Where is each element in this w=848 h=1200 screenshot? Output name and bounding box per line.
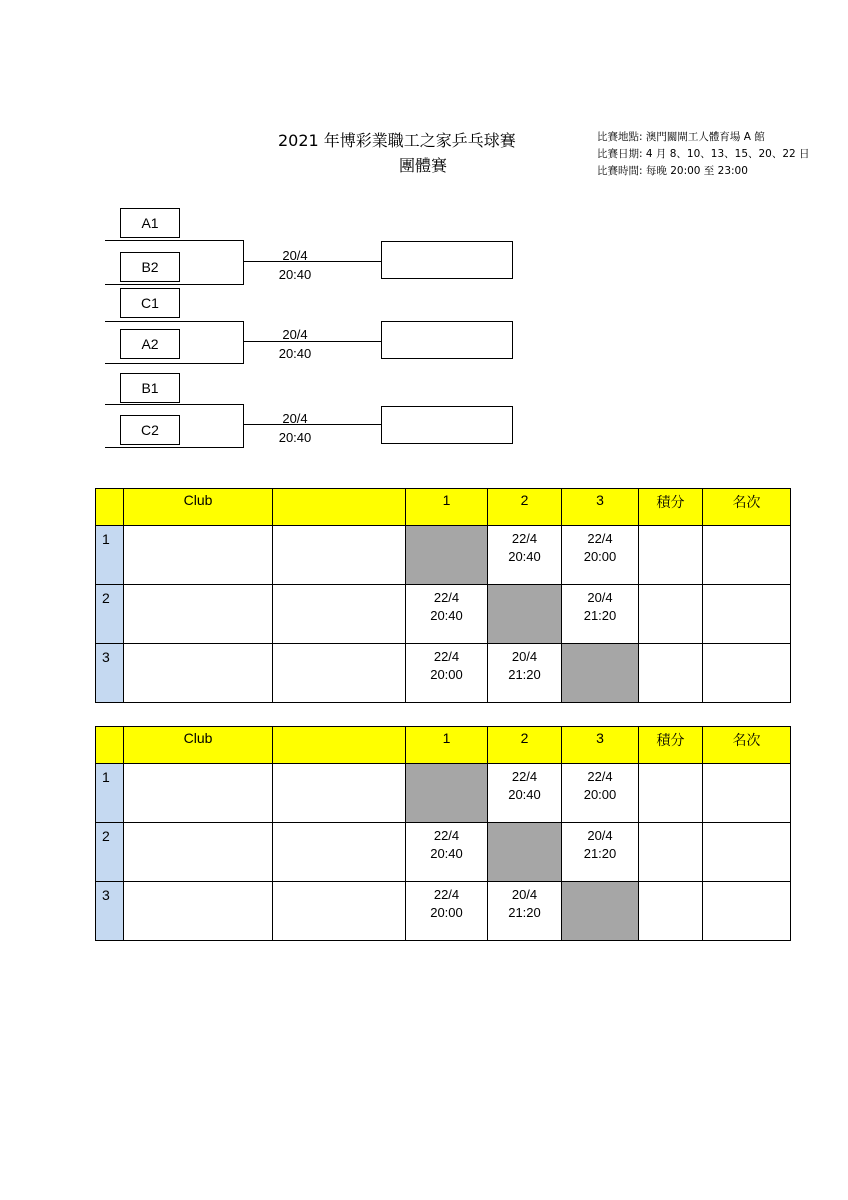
team-box: B1: [120, 373, 180, 403]
bracket-line: [105, 447, 243, 448]
match-date: 22/4: [433, 649, 460, 664]
header-points: 積分: [639, 727, 703, 764]
match-hour: 20:00: [583, 549, 617, 564]
header-col-1: 1: [406, 489, 488, 526]
time-info: 比賽時間: 每晚 20:00 至 23:00: [597, 165, 748, 177]
group-table: [95, 488, 791, 703]
page-title: 2021 年博彩業職工之家乒乓球賽: [278, 131, 516, 150]
rank-cell: [703, 644, 791, 703]
match-hour: 20:40: [430, 846, 463, 861]
bracket-line: [243, 321, 244, 364]
result-box: [381, 241, 513, 279]
rank-cell: [703, 823, 791, 882]
header-col-3: 3: [562, 489, 639, 526]
club-extra-cell: [273, 526, 406, 585]
header-rank: 名次: [703, 489, 791, 526]
header-blank: [273, 489, 406, 526]
club-extra-cell: [273, 644, 406, 703]
rank-cell: [703, 764, 791, 823]
match-cell: [562, 526, 639, 585]
match-date: 20/4: [587, 590, 613, 605]
header-col-2: 2: [488, 727, 562, 764]
team-box: A2: [120, 329, 180, 359]
match-hour: 20:40: [508, 787, 541, 802]
points-cell: [639, 526, 703, 585]
club-extra-cell: [273, 585, 406, 644]
dates-info: 比賽日期: 4 月 8、10、13、15、20、22 日: [597, 148, 810, 160]
page-subtitle: 團體賽: [398, 156, 447, 175]
header-club: Club: [124, 727, 273, 764]
match-date: 22/4: [433, 828, 460, 843]
row-number: 1: [96, 526, 124, 585]
match-hour: 21:20: [583, 846, 617, 861]
team-box: B2: [120, 252, 180, 282]
bracket-line: [243, 404, 244, 448]
match-cell: [562, 823, 639, 882]
header-col-2: 2: [488, 489, 562, 526]
table-row: [96, 823, 791, 882]
match-cell: [406, 585, 488, 644]
match-hour: 20:00: [430, 667, 463, 682]
match-date: 20/4: [587, 828, 613, 843]
match-hour: 21:20: [583, 608, 617, 623]
blocked-cell: [406, 526, 488, 585]
match-time: [265, 325, 325, 363]
bracket-line: [105, 363, 243, 364]
blocked-cell: [488, 585, 562, 644]
bracket-line: [105, 284, 243, 285]
row-number: 3: [96, 644, 124, 703]
club-extra-cell: [273, 823, 406, 882]
club-name-cell: [124, 644, 273, 703]
rank-cell: [703, 882, 791, 941]
match-hour: 20:00: [430, 905, 463, 920]
match-date: 20/4: [282, 248, 308, 263]
table-row: [96, 526, 791, 585]
rank-cell: [703, 585, 791, 644]
blocked-cell: [406, 764, 488, 823]
points-cell: [639, 823, 703, 882]
table-row: [96, 585, 791, 644]
match-date: 22/4: [433, 590, 460, 605]
team-box: C2: [120, 415, 180, 445]
match-hour: 20:40: [508, 549, 541, 564]
match-time: [265, 246, 325, 284]
header-blank: [96, 727, 124, 764]
blocked-cell: [488, 823, 562, 882]
club-extra-cell: [273, 882, 406, 941]
match-cell: [406, 882, 488, 941]
points-cell: [639, 764, 703, 823]
row-number: 2: [96, 585, 124, 644]
match-date: 22/4: [511, 531, 538, 546]
match-hour: 20:40: [278, 346, 312, 361]
row-number: 3: [96, 882, 124, 941]
club-name-cell: [124, 882, 273, 941]
table-header-row: [96, 727, 791, 764]
header-rank: 名次: [703, 727, 791, 764]
group-table: [95, 726, 791, 941]
match-cell: [406, 823, 488, 882]
match-date: 22/4: [433, 887, 460, 902]
club-extra-cell: [273, 764, 406, 823]
result-box: [381, 406, 513, 444]
points-cell: [639, 585, 703, 644]
match-hour: 20:00: [583, 787, 617, 802]
match-date: 22/4: [587, 531, 613, 546]
bracket-line: [105, 321, 243, 322]
match-date: 20/4: [511, 649, 538, 664]
match-cell: [488, 644, 562, 703]
venue-info: 比賽地點: 澳門關閘工人體育場 A 館: [597, 131, 765, 143]
team-box: A1: [120, 208, 180, 238]
match-cell: [488, 526, 562, 585]
header-club: Club: [124, 489, 273, 526]
blocked-cell: [562, 644, 639, 703]
table-row: [96, 644, 791, 703]
table-row: [96, 882, 791, 941]
match-hour: 21:20: [508, 905, 541, 920]
match-date: 22/4: [587, 769, 613, 784]
team-box: C1: [120, 288, 180, 318]
header-blank: [273, 727, 406, 764]
table-row: [96, 764, 791, 823]
match-hour: 20:40: [278, 430, 312, 445]
match-cell: [406, 644, 488, 703]
points-cell: [639, 644, 703, 703]
match-cell: [562, 585, 639, 644]
match-date: 20/4: [511, 887, 538, 902]
match-cell: [488, 764, 562, 823]
match-cell: [562, 764, 639, 823]
match-date: 22/4: [511, 769, 538, 784]
header-col-3: 3: [562, 727, 639, 764]
club-name-cell: [124, 526, 273, 585]
match-cell: [488, 882, 562, 941]
club-name-cell: [124, 585, 273, 644]
match-hour: 20:40: [278, 267, 312, 282]
match-date: 20/4: [282, 411, 308, 426]
match-date: 20/4: [282, 327, 308, 342]
header-points: 積分: [639, 489, 703, 526]
rank-cell: [703, 526, 791, 585]
match-hour: 20:40: [430, 608, 463, 623]
blocked-cell: [562, 882, 639, 941]
bracket-line: [105, 240, 243, 241]
header-col-1: 1: [406, 727, 488, 764]
bracket-line: [243, 240, 244, 285]
table-header-row: [96, 489, 791, 526]
row-number: 1: [96, 764, 124, 823]
row-number: 2: [96, 823, 124, 882]
club-name-cell: [124, 823, 273, 882]
bracket-line: [105, 404, 243, 405]
result-box: [381, 321, 513, 359]
header-blank: [96, 489, 124, 526]
club-name-cell: [124, 764, 273, 823]
match-hour: 21:20: [508, 667, 541, 682]
match-time: [265, 409, 325, 447]
points-cell: [639, 882, 703, 941]
